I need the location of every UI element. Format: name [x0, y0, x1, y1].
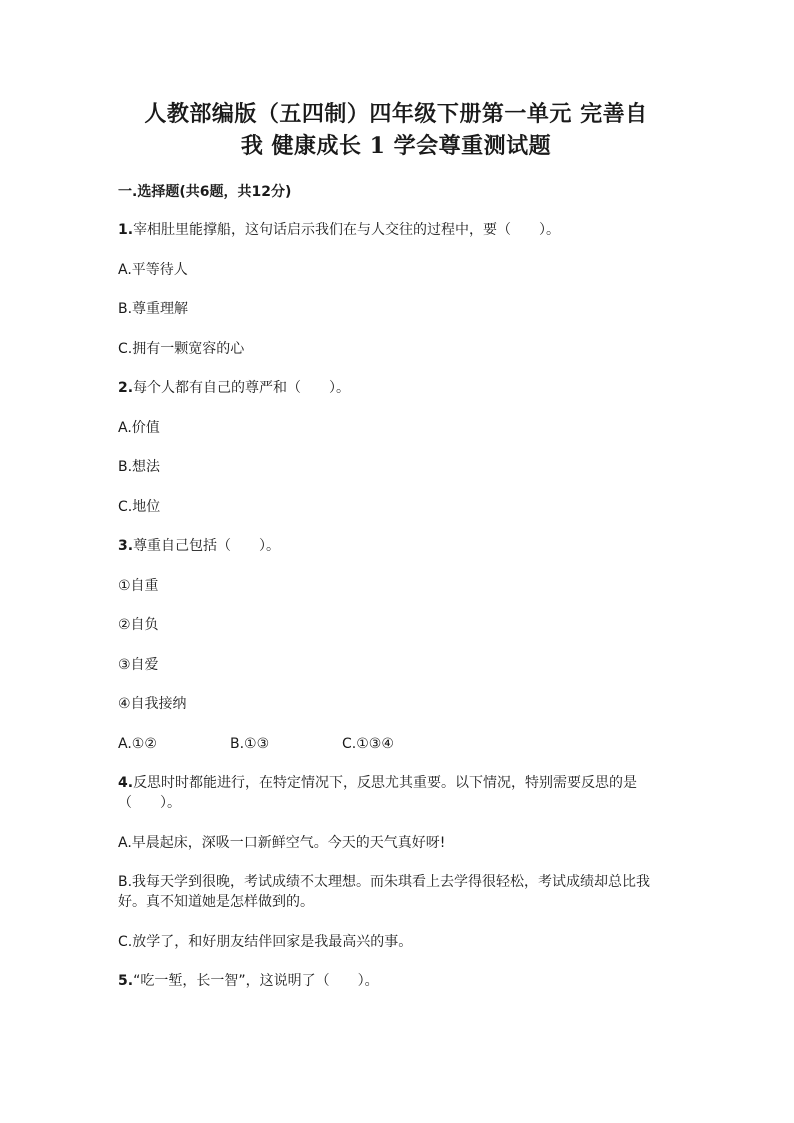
q4-option-c: C.放学了，和好朋友结伴回家是我最高兴的事。 — [118, 933, 413, 950]
q3-option-b: B.①③ — [230, 735, 270, 752]
question-1 — [118, 220, 674, 240]
question-4 — [118, 773, 674, 813]
question-number: 1. — [118, 222, 134, 238]
q1-option-b: B.尊重理解 — [118, 301, 189, 317]
question-number: 3. — [118, 538, 134, 554]
question-3 — [118, 536, 674, 556]
question-text: 每个人都有自己的尊严和（ ）。 — [133, 380, 351, 396]
q4-option-b: B.我每天学到很晚，考试成绩不太理想。而朱琪看上去学得很轻松，考试成绩却总比我好。真不知道她是怎样做到的。 — [118, 874, 651, 910]
question-number: 2. — [118, 380, 134, 396]
q3-option-c: C.①③④ — [342, 735, 394, 752]
title-line-1: 人教部编版（五四制）四年级下册第一单元 完善自 — [144, 101, 648, 127]
q3-options — [118, 734, 674, 754]
q2-option-b: B.想法 — [118, 459, 161, 475]
title-line-2: 我 健康成长 1 学会尊重测试题 — [240, 133, 552, 159]
page-title — [118, 98, 674, 162]
q3-item-1: ①自重 — [118, 577, 159, 594]
question-number: 4. — [118, 775, 134, 791]
q2-option-c: C.地位 — [118, 498, 161, 515]
question-text: 反思时时都能进行，在特定情况下，反思尤其重要。以下情况，特别需要反思的是（ ）。 — [118, 775, 638, 811]
q3-option-a: A.①② — [118, 735, 157, 752]
question-2 — [118, 378, 674, 398]
question-5 — [118, 971, 674, 991]
question-text: 尊重自己包括（ ）。 — [133, 538, 281, 554]
q3-item-2: ②自负 — [118, 617, 159, 633]
q3-item-3: ③自爱 — [118, 656, 159, 673]
q4-option-a: A.早晨起床，深吸一口新鲜空气。今天的天气真好呀! — [118, 834, 446, 851]
q1-option-a: A.平等待人 — [118, 261, 188, 278]
q2-option-a: A.价值 — [118, 419, 160, 436]
q1-option-c: C.拥有一颗宽容的心 — [118, 340, 245, 357]
question-text: “吃一堑，长一智”，这说明了（ ）。 — [133, 973, 379, 989]
q3-item-4: ④自我接纳 — [118, 696, 187, 712]
section-heading: 一.选择题(共6题，共12分) — [118, 184, 292, 200]
question-number: 5. — [118, 973, 134, 989]
question-text: 宰相肚里能撑船，这句话启示我们在与人交往的过程中，要（ ）。 — [133, 222, 561, 238]
